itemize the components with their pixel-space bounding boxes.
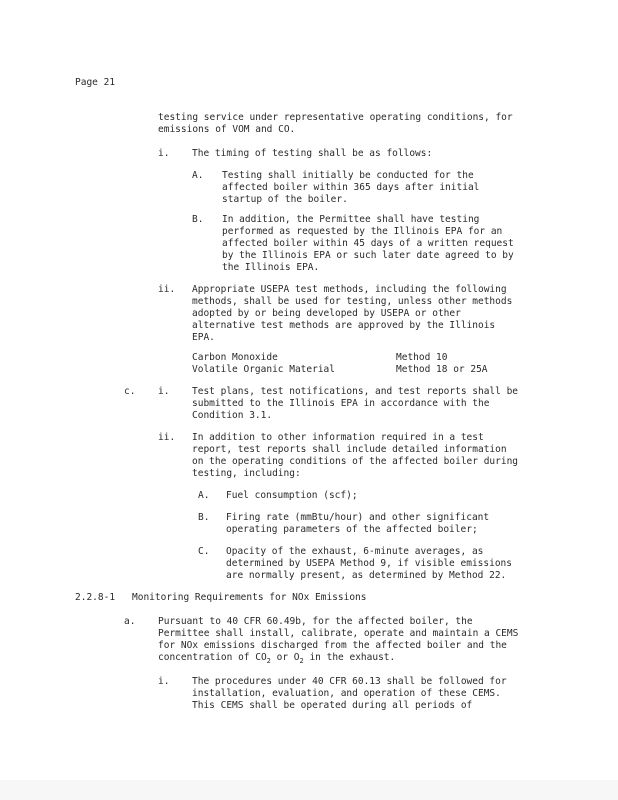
- section-title: Monitoring Requirements for NOx Emissions: [132, 592, 367, 603]
- subitem-line: Firing rate (mmBtu/hour) and other significant: [226, 512, 490, 523]
- intro-line: testing service under representative operating conditions, for: [158, 112, 513, 123]
- item-line: In addition to other information required in a test: [192, 432, 484, 443]
- item-text: The timing of testing shall be as follows:: [192, 148, 433, 159]
- method-name: Method 10: [396, 352, 448, 363]
- subitem-line: operating parameters of the affected boiler;: [226, 524, 478, 535]
- subitem-line: Testing shall initially be conducted for the: [222, 170, 474, 181]
- item-line: This CEMS shall be operated during all periods of: [192, 700, 473, 711]
- item-line-with-subscripts: [158, 652, 395, 667]
- item-line: The procedures under 40 CFR 60.13 shall be followed for: [192, 676, 507, 687]
- subitem-line: determined by USEPA Method 9, if visible emissions: [226, 558, 512, 569]
- item-marker: i.: [158, 386, 170, 397]
- item-line: testing, including:: [192, 468, 301, 479]
- item-marker: a.: [124, 616, 136, 627]
- subitem-line: by the Illinois EPA or such later date agreed to by: [222, 250, 514, 261]
- item-marker: c.: [124, 386, 136, 397]
- item-marker: ii.: [158, 432, 176, 443]
- subitem-marker: B.: [198, 512, 210, 523]
- item-line: adopted by or being developed by USEPA or other: [192, 308, 461, 319]
- subitem-marker: A.: [198, 490, 210, 501]
- method-name: Method 18 or 25A: [396, 364, 488, 375]
- item-line: Appropriate USEPA test methods, including the following: [192, 284, 507, 295]
- subscript: 2: [299, 656, 304, 665]
- text-run: or O: [270, 652, 300, 663]
- subitem-line: are normally present, as determined by Method 22.: [226, 570, 507, 581]
- subitem-marker: C.: [198, 546, 210, 557]
- intro-line: emissions of VOM and CO.: [158, 124, 296, 135]
- page-bottom-edge: [0, 780, 618, 800]
- method-pollutant: Carbon Monoxide: [192, 352, 278, 363]
- page-number: Page 21: [75, 77, 116, 88]
- item-line: methods, shall be used for testing, unless other methods: [192, 296, 513, 307]
- item-marker: i.: [158, 676, 170, 687]
- item-line: for NOx emissions discharged from the affected boiler and the: [158, 640, 507, 651]
- subitem-line: performed as requested by the Illinois EPA for an: [222, 226, 503, 237]
- item-line: installation, evaluation, and operation of these CEMS.: [192, 688, 501, 699]
- item-line: Permittee shall install, calibrate, operate and maintain a CEMS: [158, 628, 519, 639]
- item-line: EPA.: [192, 332, 215, 343]
- subitem-line: affected boiler within 45 days of a written request: [222, 238, 514, 249]
- subitem-marker: A.: [192, 170, 204, 181]
- item-line: Condition 3.1.: [192, 410, 273, 421]
- item-line: Test plans, test notifications, and test reports shall be: [192, 386, 519, 397]
- subscript: 2: [266, 656, 271, 665]
- subitem-line: the Illinois EPA.: [222, 262, 320, 273]
- subitem-line: startup of the boiler.: [222, 194, 348, 205]
- subitem-line: Fuel consumption (scf);: [226, 490, 358, 501]
- subitem-line: Opacity of the exhaust, 6-minute averages, as: [226, 546, 484, 557]
- subitem-marker: B.: [192, 214, 204, 225]
- method-pollutant: Volatile Organic Material: [192, 364, 335, 375]
- subitem-line: In addition, the Permittee shall have testing: [222, 214, 480, 225]
- section-number: 2.2.8-1: [75, 592, 116, 603]
- item-marker: ii.: [158, 284, 176, 295]
- item-marker: i.: [158, 148, 170, 159]
- item-line: Pursuant to 40 CFR 60.49b, for the affected boiler, the: [158, 616, 473, 627]
- item-line: report, test reports shall include detailed information: [192, 444, 507, 455]
- item-line: on the operating conditions of the affected boiler during: [192, 456, 519, 467]
- item-line: submitted to the Illinois EPA in accordance with the: [192, 398, 490, 409]
- text-run: in the exhaust.: [303, 652, 396, 663]
- item-line: alternative test methods are approved by the Illinois: [192, 320, 496, 331]
- subitem-line: affected boiler within 365 days after initial: [222, 182, 480, 193]
- text-run: concentration of CO: [158, 652, 267, 663]
